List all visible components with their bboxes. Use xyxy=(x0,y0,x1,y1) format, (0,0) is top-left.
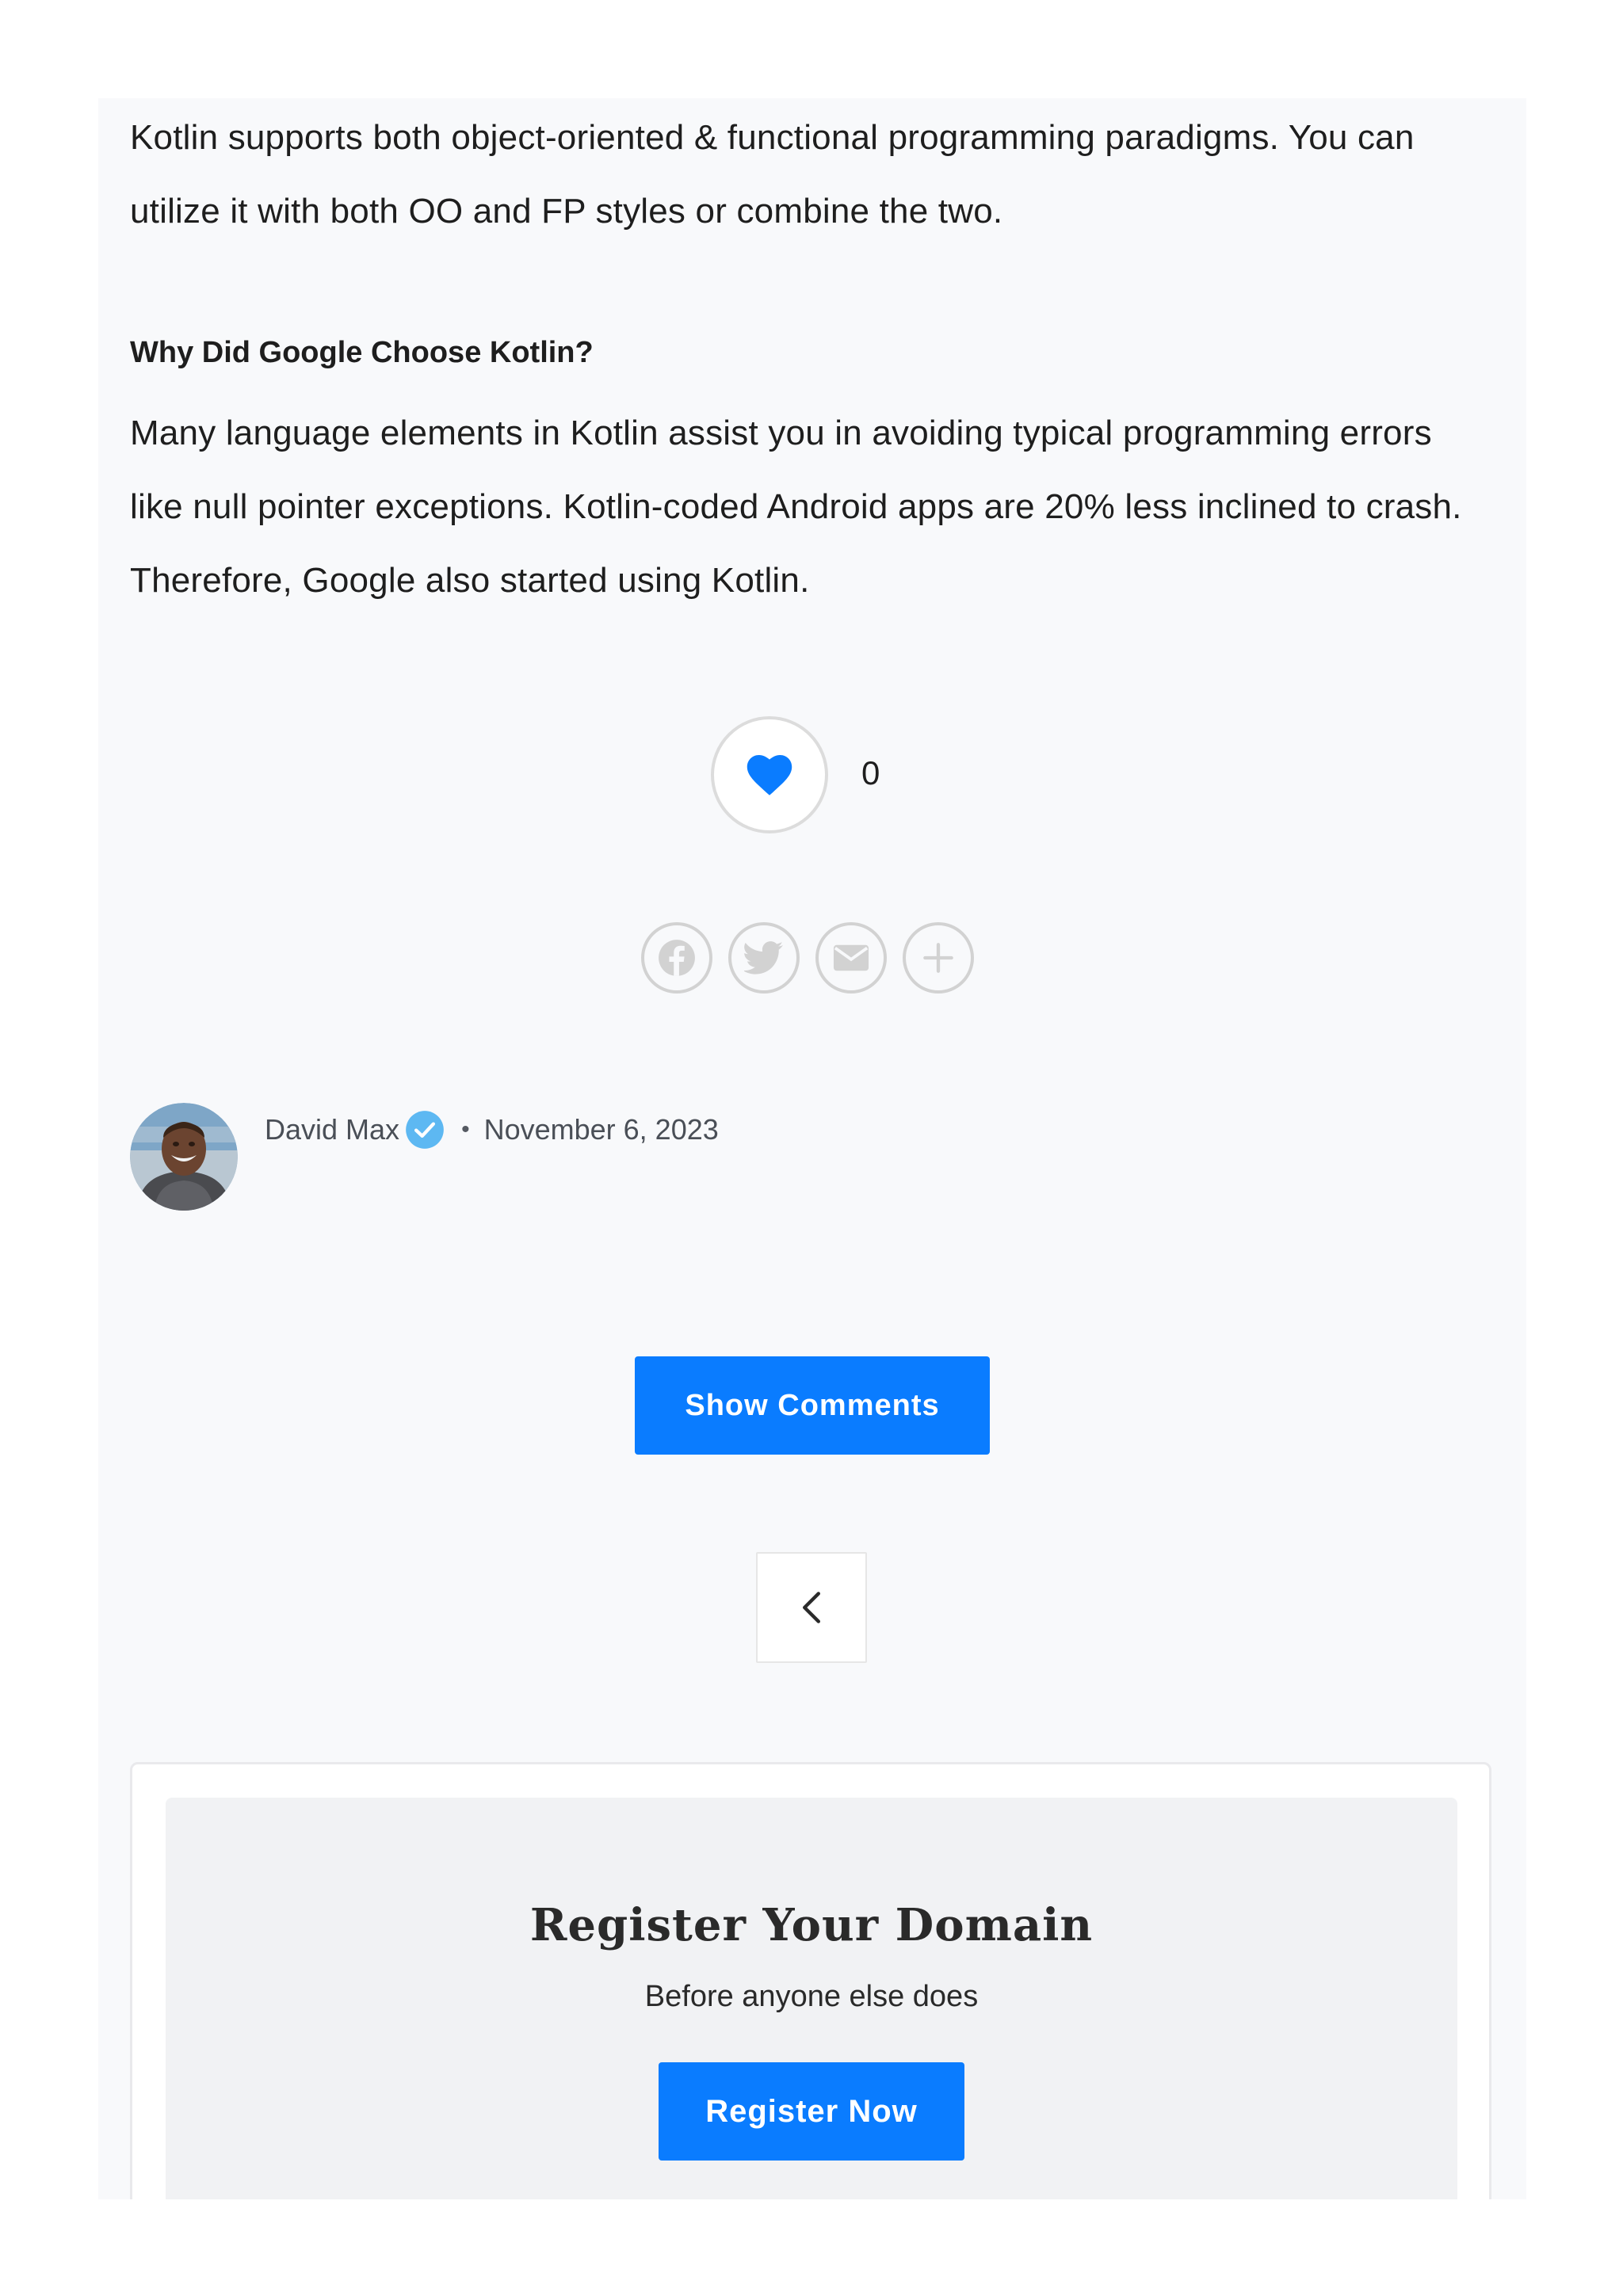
post-date: November 6, 2023 xyxy=(483,1113,719,1146)
verified-badge-icon xyxy=(404,1109,445,1150)
like-count: 0 xyxy=(861,754,880,791)
like-section xyxy=(711,716,1028,838)
section-heading: Why Did Google Choose Kotlin? xyxy=(130,336,594,369)
byline-separator: • xyxy=(461,1116,470,1142)
email-icon xyxy=(833,944,869,972)
author-meta xyxy=(265,1106,719,1154)
email-share-button[interactable] xyxy=(815,922,887,994)
twitter-icon xyxy=(744,940,784,975)
twitter-share-button[interactable] xyxy=(728,922,800,994)
domain-promo-panel xyxy=(166,1798,1457,2199)
heart-icon xyxy=(746,753,793,796)
like-button[interactable] xyxy=(711,716,828,833)
show-comments-button[interactable]: Show Comments xyxy=(635,1356,990,1455)
author-byline xyxy=(130,1103,719,1211)
facebook-share-button[interactable] xyxy=(641,922,712,994)
domain-promo-subtitle: Before anyone else does xyxy=(644,1980,979,2013)
chevron-left-icon xyxy=(800,1590,823,1625)
facebook-icon xyxy=(657,938,697,978)
article-card xyxy=(98,98,1526,2199)
domain-promo-title: Register Your Domain xyxy=(529,1899,1094,1951)
plus-icon xyxy=(922,942,954,974)
more-share-button[interactable] xyxy=(903,922,974,994)
share-buttons xyxy=(641,922,974,995)
register-now-button[interactable]: Register Now xyxy=(659,2062,964,2161)
author-name[interactable]: David Max xyxy=(265,1113,400,1146)
author-avatar[interactable] xyxy=(130,1103,238,1211)
article-paragraph: Kotlin supports both object-oriented & functional programming paradigms. You can utilize it with both OO and FP styles or combine the two. xyxy=(130,118,1415,231)
article-paragraph: Many language elements in Kotlin assist you in avoiding typical programming errors like null pointer exceptions. Kotlin-coded Android apps are 20% less inclined to crash. Therefore, Google also started using Kotlin. xyxy=(130,414,1462,600)
previous-post-button[interactable] xyxy=(756,1552,867,1663)
domain-promo-box xyxy=(130,1762,1491,2199)
